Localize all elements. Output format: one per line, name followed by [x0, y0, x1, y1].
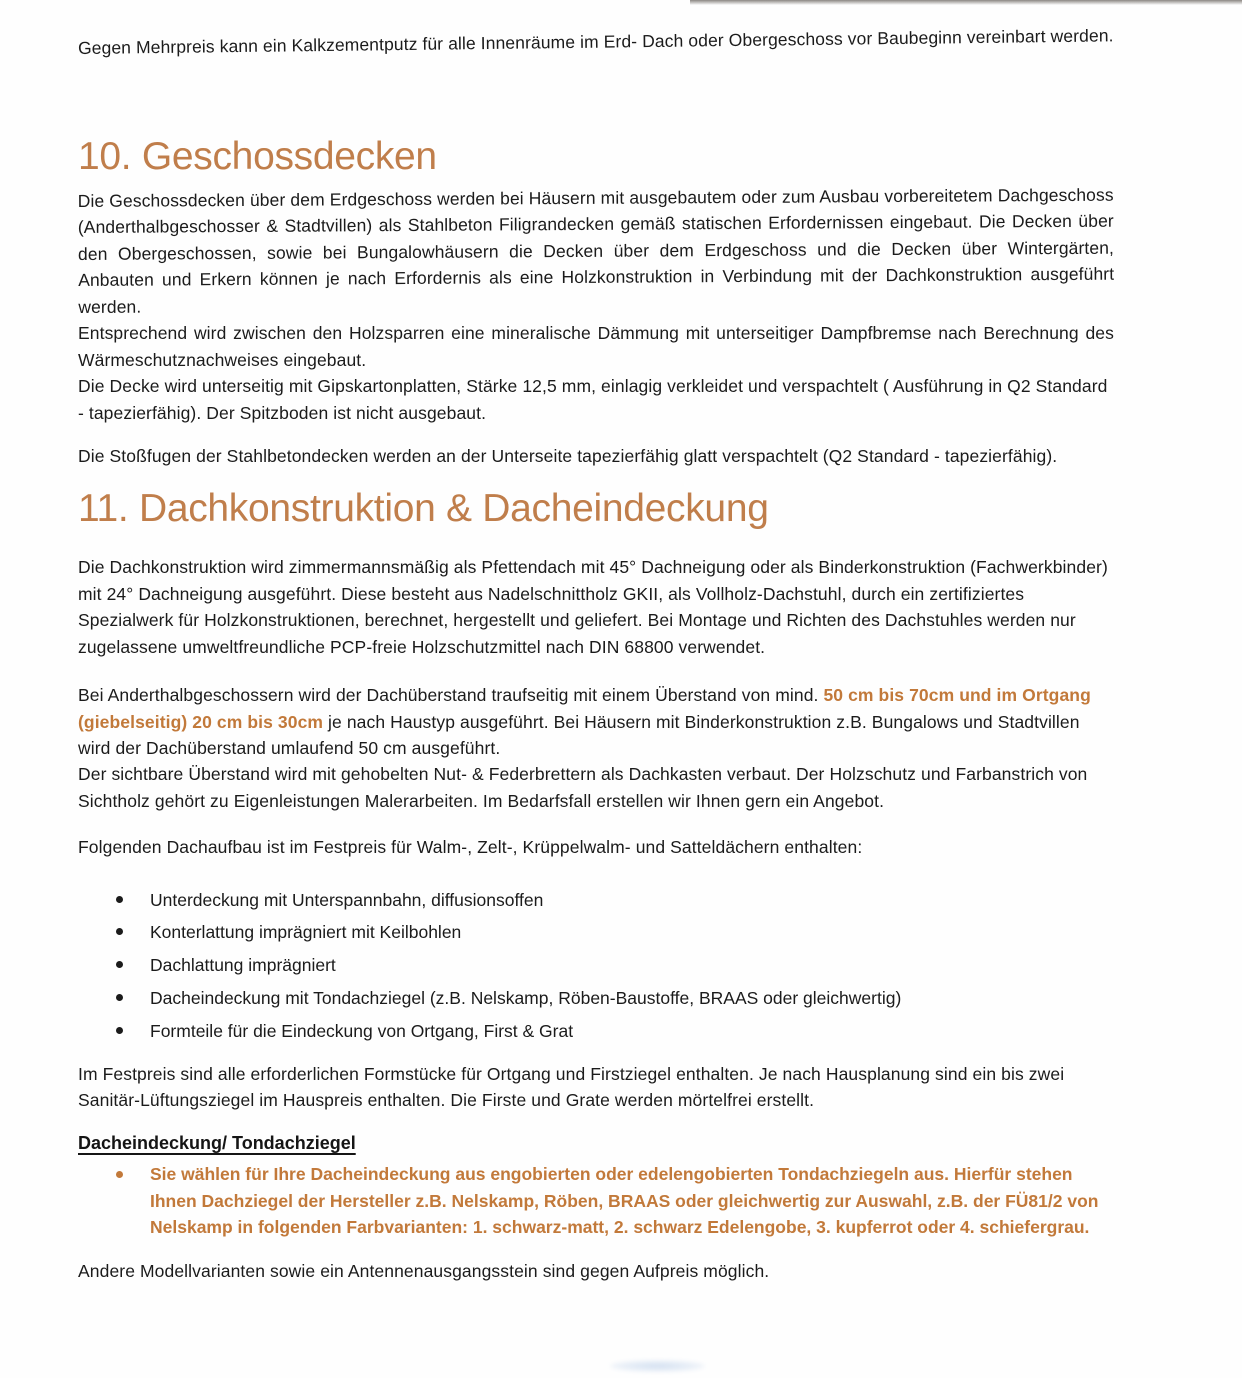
section-10-paragraph-2: Entsprechend wird zwischen den Holzsparren eine mineralische Dämmung mit unterseitiger Dampfbremse nach Berechnung des Wärmeschutznachweises eingebaut.: [78, 323, 1114, 370]
list-item-label: Konterlattung imprägniert mit Keilbohlen: [150, 922, 462, 943]
list-item: [78, 952, 1114, 978]
section-11-paragraph-2: Im Festpreis sind alle erforderlichen Formstücke für Ortgang und Firstziegel enthalten. Je nach Hausplanung sind ein bis zwei Sanitär-Lüftungsziegel im Hauspreis enthalten. Die Firste und Grate werden mörtelfrei erstellt.: [78, 1063, 1065, 1110]
list-item-label: Formteile für die Eindeckung von Ortgang, First & Grat: [150, 1021, 574, 1042]
roofing-tiles-highlight-bullet: [78, 1161, 1114, 1240]
list-item: [78, 887, 1114, 913]
list-item: [78, 1018, 1114, 1044]
list-item: [78, 985, 1114, 1011]
section-10-heading: 10. Geschossdecken: [78, 135, 437, 179]
section-10-paragraph-1: Die Geschossdecken über dem Erdgeschoss werden bei Häusern mit ausgebautem oder zum Ausbau vorbereitetem Dachgeschoss (Anderthalbgeschosser & Stadtvillen) als Stahlbeton Filigrandecken gemäß statischen Erfordernissen eingebaut. Die Decken über den Obergeschossen, sowie bei Bungalowhäusern die Decken über dem Erdgeschoss und die Decken über Wintergärten, Anbauten und Erkern können je nach Erfordernis als eine Holzkonstruktion in Verbindung mit der Dachkonstruktion ausgeführt werden.: [77, 185, 1115, 318]
overhang-text-before: Bei Anderthalbgeschossern wird der Dachüberstand traufseitig mit einem Überstand von mind.: [78, 685, 824, 706]
closing-paragraph: Andere Modellvarianten sowie ein Antennenausgangsstein sind gegen Aufpreis möglich.: [78, 1260, 770, 1281]
overhang-text-after: je nach Haustyp ausgeführt. Bei Häusern mit Binderkonstruktion z.B. Bungalows und Stadtvillen wird der Dachüberstand umlaufend 50 cm ausgeführt.: [78, 711, 1080, 758]
section-11-heading: 11. Dachkonstruktion & Dacheindeckung: [78, 487, 769, 531]
list-item: [78, 919, 1114, 945]
overhang-sentence-2: Der sichtbare Überstand wird mit gehobelten Nut- & Federbrettern als Dachkasten verbaut. Der Holzschutz und Farbanstrich von Sichtholz gehört zu Eigenleistungen Malerarbeiten. Im Bedarfsfall erstellen wir Ihnen gern ein Angebot.: [78, 764, 1088, 811]
list-item-label: Dachlattung imprägniert: [150, 955, 336, 976]
intro-paragraph: Gegen Mehrpreis kann ein Kalkzementputz für alle Innenräume im Erd- Dach oder Obergeschoss vor Baubeginn vereinbart werden.: [77, 25, 1114, 58]
section-11-paragraph-1: Die Dachkonstruktion wird zimmermannsmäßig als Pfettendach mit 45° Dachneigung oder als Binderkonstruktion (Fachwerkbinder) mit 24° Dachneigung ausgeführt. Diese besteht aus Nadelschnittholz GKII, als Vollholz-Dachstuhl, durch ein zertifiziertes Spezialwerk für Holzkonstruktionen, berechnet, hergestellt und geliefert. Bei Montage und Richten des Dachstuhles werden nur zugelassene umweltfreundliche PCP-freie Holzschutzmittel nach DIN 68800 verwendet.: [78, 557, 1108, 657]
section-10-paragraph-3: Die Decke wird unterseitig mit Gipskartonplatten, Stärke 12,5 mm, einlagig verkleidet und verspachtelt ( Ausführung in Q2 Standard - tapezierfähig). Der Spitzboden ist nicht ausgebaut.: [78, 376, 1108, 423]
roof-buildup-list-intro: Folgenden Dachaufbau ist im Festpreis für Walm-, Zelt-, Krüppelwalm- und Satteldächern enthalten:: [78, 837, 863, 858]
bullet-icon: [116, 1171, 123, 1178]
highlight-bullet-text: Sie wählen für Ihre Dacheindeckung aus engobierten oder edelengobierten Tondachziegeln aus. Hierfür stehen Ihnen Dachziegel der Hersteller z.B. Nelskamp, Röben, BRAAS oder gleichwertig zur Auswahl, z.B. der FÜ81/2 von Nelskamp in folgenden Farbvarianten: 1. schwarz-matt, 2. schwarz Edelengobe, 3. kupferrot oder 4. schiefergrau.: [150, 1164, 1099, 1238]
roofing-tiles-subheading: Dacheindeckung/ Tondachziegel: [78, 1133, 356, 1154]
scan-artifact-smudge: [610, 1360, 705, 1372]
overhang-highlighted-dimensions: 50 cm bis 70cm und im Ortgang (giebelseitig) 20 cm bis 30cm: [78, 685, 1091, 732]
list-item-label: Unterdeckung mit Unterspannbahn, diffusionsoffen: [150, 889, 544, 910]
section-11-overhang-paragraph: [78, 682, 1114, 814]
bullet-icon: [116, 928, 123, 935]
section-10-paragraph-4: Die Stoßfugen der Stahlbetondecken werden an der Unterseite tapezierfähig glatt verspachtelt (Q2 Standard - tapezierfähig).: [78, 446, 1058, 467]
bullet-icon: [116, 994, 123, 1001]
roof-buildup-list: [78, 887, 1114, 1045]
list-item-label: Dacheindeckung mit Tondachziegel (z.B. Nelskamp, Röben-Baustoffe, BRAAS oder gleichwertig): [150, 988, 902, 1009]
overhang-sentence-1: [78, 682, 1114, 761]
bullet-icon: [116, 1027, 123, 1034]
bullet-icon: [116, 961, 123, 968]
bullet-icon: [116, 896, 123, 903]
